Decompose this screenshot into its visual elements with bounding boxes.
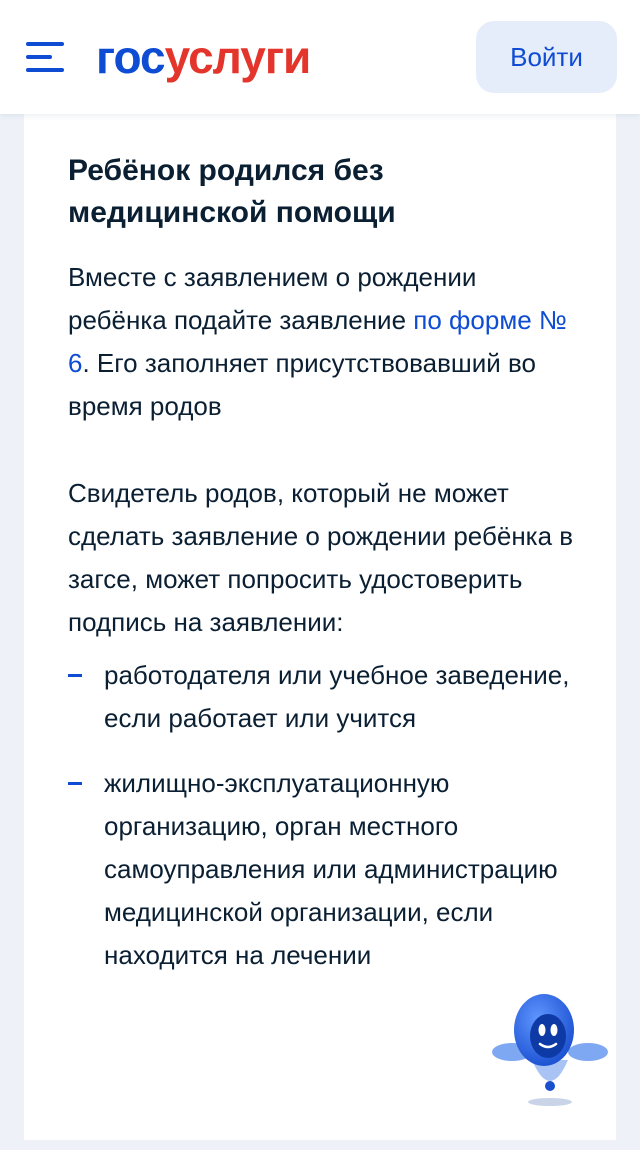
logo-part-gos: гос — [96, 31, 165, 83]
burger-menu-icon[interactable] — [26, 42, 64, 72]
paragraph-form6 — [68, 256, 578, 428]
dash-bullet-icon — [68, 674, 82, 677]
article-content — [68, 150, 578, 999]
login-button[interactable]: Войти — [476, 21, 617, 93]
list-item — [68, 654, 578, 740]
bottom-strip — [0, 1140, 640, 1150]
list-item-text: жилищно-эксплуатационную организацию, орган местного самоуправления или администрацию медицинской организации, если находится на лечении — [104, 768, 558, 970]
dash-bullet-icon — [68, 782, 82, 785]
paragraph-witness: Свидетель родов, который не может сделать заявление о рождении ребёнка в загсе, может попросить удостоверить подпись на заявлении: — [68, 478, 574, 637]
form-6-link[interactable]: по форме № 6 — [68, 305, 567, 378]
top-bar — [0, 0, 640, 114]
certify-options-list — [68, 654, 578, 977]
gosuslugi-logo[interactable] — [96, 30, 310, 84]
logo-part-uslugi: услуги — [164, 31, 311, 83]
paragraph-text: Вместе с заявлением о рождении ребёнка подайте заявление — [68, 262, 477, 335]
list-item — [68, 762, 578, 977]
paragraph-text: . Его заполняет присутствовавший во время родов — [68, 348, 537, 421]
article-title: Ребёнок родился без медицинской помощи — [68, 154, 396, 229]
list-item-text: работодателя или учебное заведение, если работает или учится — [104, 660, 570, 733]
robot-assistant-icon[interactable] — [490, 990, 610, 1110]
